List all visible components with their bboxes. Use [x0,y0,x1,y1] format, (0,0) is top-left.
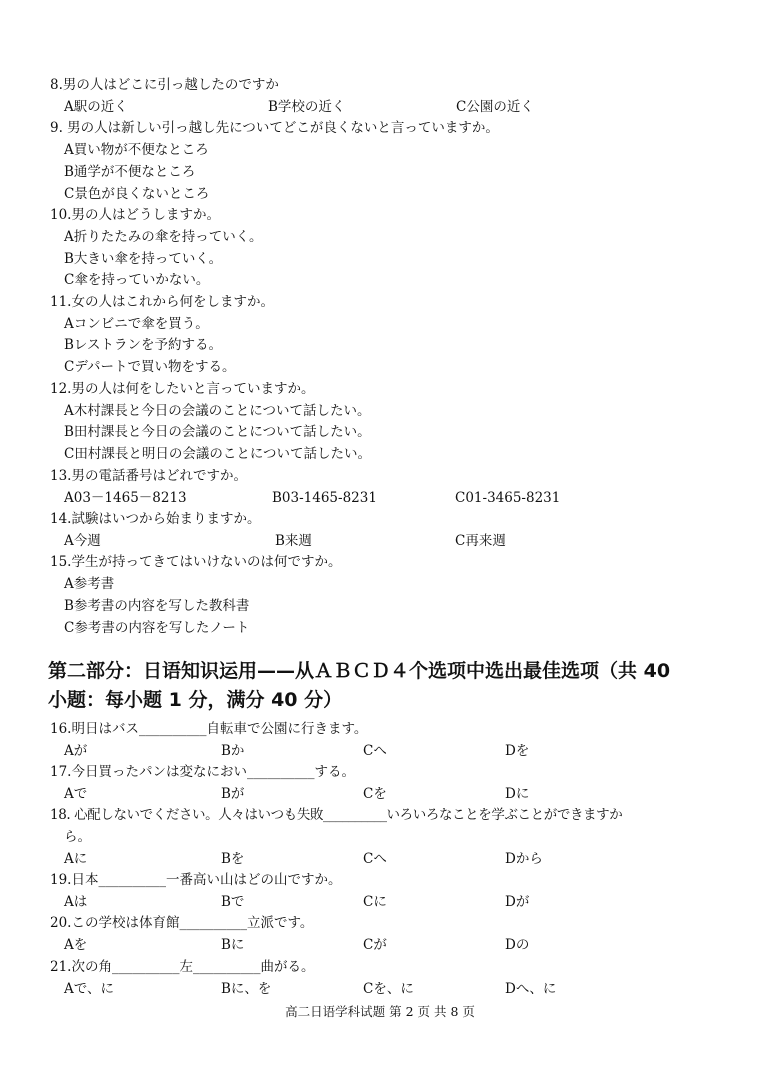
question-stem: 15.学生が持ってきてはいけないのは何ですか。 [50,554,342,570]
option-a: Aで、に [64,981,114,997]
option-b: Bで [221,894,245,910]
option-c: Cを、に [363,981,414,997]
question-stem: 20.この学校は体育館__________立派です。 [50,915,314,931]
option-a: A今週 [64,533,101,549]
option-a: A03－1465－8213 [64,490,187,506]
question-stem: 18. 心配しないでください。人々はいつも失敗__________いろいろなことを学ぶことができますか [50,807,623,823]
option-c: Cへ [363,743,387,759]
option-c: Cデパートで買い物をする。 [64,359,236,375]
option-b: B通学が不便なところ [64,164,196,180]
question-stem: 13.男の電話番号はどれですか。 [50,468,247,484]
option-c: Cが [363,937,387,953]
question-stem: 14.試験はいつから始まりますか。 [50,511,261,527]
option-a: Aコンビニで傘を買う。 [64,316,209,332]
question-stem-continued: ら。 [64,829,91,845]
option-b: Bに [221,937,245,953]
option-c: C田村課長と明日の会議のことについて話したい。 [64,446,372,462]
option-b: B学校の近く [268,99,346,115]
question-stem: 17.今日買ったパンは変なにおい__________する。 [50,764,355,780]
option-d: Dから [505,851,543,867]
question-stem: 11.女の人はこれから何をしますか。 [50,294,274,310]
option-b: Bを [221,851,245,867]
section-heading-line1: 第二部分：日语知识运用——从ＡＢＣＤ４个选项中选出最佳选项（共 40 [48,660,671,682]
option-a: A参考書 [64,576,115,592]
question-stem: 12.男の人は何をしたいと言っていますか。 [50,381,315,397]
option-c: Cを [363,786,387,802]
option-b: B大きい傘を持っていく。 [64,251,223,267]
option-c: C傘を持っていかない。 [64,272,210,288]
option-c: C景色が良くないところ [64,186,210,202]
option-a: Aが [64,743,88,759]
option-b: Bか [221,743,245,759]
option-a: Aに [64,851,88,867]
option-c: Cへ [363,851,387,867]
option-a: A駅の近く [64,99,128,115]
page-footer: 高二日语学科试题 第 2 页 共 8 页 [285,1004,475,1019]
option-c: Cに [363,894,387,910]
option-a: A折りたたみの傘を持っていく。 [64,229,263,245]
option-b: B来週 [275,533,312,549]
option-b: Bが [221,786,245,802]
option-d: Dが [505,894,530,910]
option-c: C参考書の内容を写したノート [64,620,250,636]
option-a: A木村課長と今日の会議のことについて話したい。 [64,403,371,419]
option-a: Aで [64,786,88,802]
question-stem: 9. 男の人は新しい引っ越し先についてどこが良くないと言っていますか。 [50,120,499,136]
option-d: Dへ、に [505,981,557,997]
question-stem: 10.男の人はどうしますか。 [50,207,220,223]
question-stem: 21.次の角__________左__________曲がる。 [50,959,315,975]
option-b: B田村課長と今日の会議のことについて話したい。 [64,424,371,440]
option-d: Dの [505,937,530,953]
option-a: Aは [64,894,88,910]
section-heading-line2: 小题：每小题 1 分，满分 40 分） [48,689,343,711]
question-stem: 8.男の人はどこに引っ越したのですか [50,77,279,93]
option-a: Aを [64,937,88,953]
option-b: B参考書の内容を写した教科書 [64,598,250,614]
option-b: B03-1465-8231 [272,490,377,506]
option-a: A買い物が不便なところ [64,142,209,158]
option-c: C再来週 [455,533,506,549]
option-b: Bレストランを予約する。 [64,337,223,353]
option-c: C公園の近く [456,99,534,115]
option-b: Bに、を [221,981,272,997]
option-d: Dを [505,743,530,759]
question-stem: 19.日本__________一番高い山はどの山ですか。 [50,872,342,888]
question-stem: 16.明日はバス__________自転車で公園に行きます。 [50,721,368,737]
option-c: C01-3465-8231 [455,490,561,506]
option-d: Dに [505,786,530,802]
